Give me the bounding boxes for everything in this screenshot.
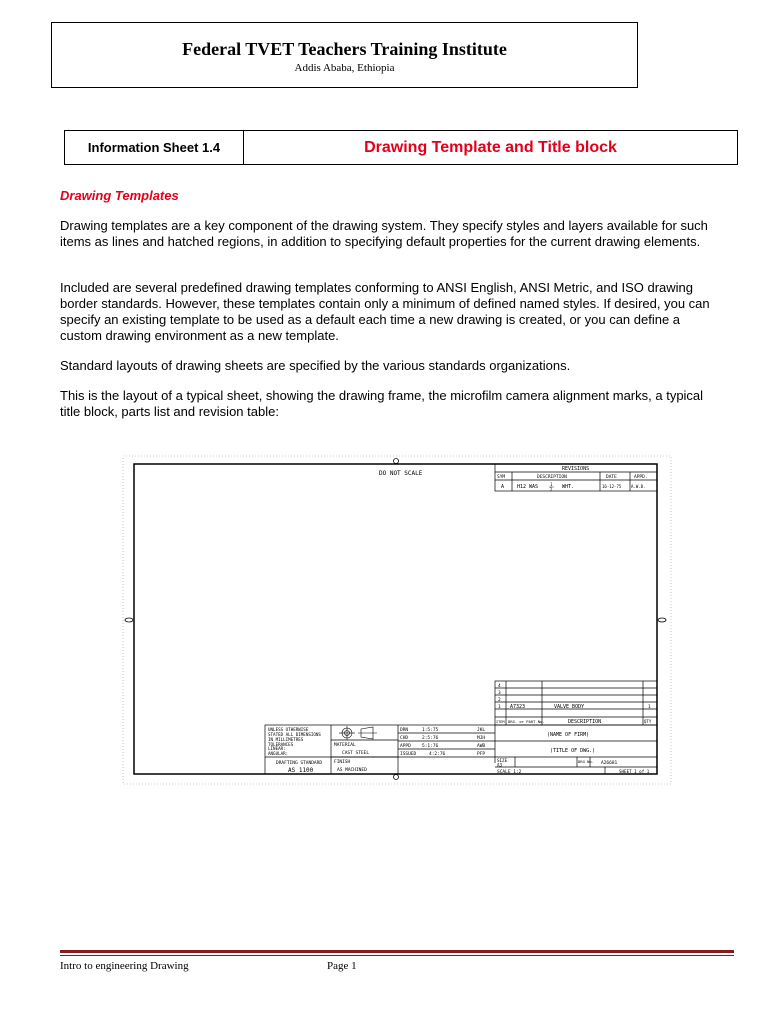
tb-signoff-appd: APPD — [400, 744, 411, 749]
info-sheet-label: Information Sheet 1.4 — [65, 131, 244, 164]
tb-scale: SCALE 1:2 — [497, 770, 522, 775]
drawing-sheet-illustration — [122, 455, 672, 785]
tb-drg-label: DRG No. — [578, 759, 595, 764]
rev-row-desc-b: WHT. — [562, 484, 575, 490]
tb-note-2: STATED ALL DIMENSIONS — [268, 732, 321, 737]
parts-header-description: DESCRIPTION — [568, 719, 602, 725]
tb-signoff-chd-date: 2:5:76 — [422, 736, 439, 741]
tb-note-6: ANGULAR: — [268, 751, 289, 756]
institute-title: Federal TVET Teachers Training Institute — [182, 39, 507, 59]
rev-row-appd: A.W.B. — [631, 484, 646, 489]
tb-signoff-issued: ISSUED — [400, 752, 417, 757]
tb-signoff-chd: CHD — [400, 736, 409, 741]
tb-drg-value: A26681 — [601, 761, 618, 766]
parts-row-1: 1 — [498, 705, 501, 710]
paragraph-1: Drawing templates are a key component of the drawing system. They specify styles and layers available for such items as lines and hatched regions, in addition to specifying default properties for the current drawing elements. — [60, 218, 708, 249]
tb-material-label: MATERIAL — [334, 743, 356, 748]
tb-signoff-issued-date: 4:2:76 — [429, 752, 446, 757]
projection-symbol-icon — [339, 726, 377, 740]
alignment-mark-bottom — [394, 775, 399, 780]
paragraph-2: Included are several predefined drawing templates conforming to ANSI English, ANSI Metric, and ISO drawing border standards. However, these templates contain only a minimum of defined named styles. If desired, you can specify an existing template to be used as a default each time a new drawing is created, or you can define a custom drawing environment as a new template. — [60, 280, 710, 343]
tb-standard-label: DRAFTING STANDARD — [276, 761, 323, 766]
tb-signoff-appd-date: 5:1:76 — [422, 744, 439, 749]
tb-sheet: SHEET 1 of 1 — [619, 769, 650, 774]
rev-header-sym: SYM — [497, 475, 506, 480]
section-heading: Drawing Templates — [60, 188, 179, 203]
header-box — [51, 22, 638, 88]
footer-page-number: Page 1 — [327, 960, 357, 972]
tb-signoff-drn-init: JKL — [477, 728, 486, 733]
tb-material-value: CAST STEEL — [342, 751, 370, 756]
alignment-mark-top — [394, 459, 399, 464]
rev-header-description: DESCRIPTION — [537, 475, 567, 480]
do-not-scale-label: DO NOT SCALE — [379, 470, 423, 477]
parts-row-4: 4 — [498, 684, 501, 689]
tb-standard-value: AS 1100 — [288, 767, 314, 774]
rev-row-desc-a: H12 WAS — [517, 484, 539, 490]
tb-note-4: TOLERANCES — [268, 742, 294, 747]
rev-header-appd: APPD. — [634, 475, 648, 480]
footer-course: Intro to engineering Drawing — [60, 960, 189, 972]
rev-row-date: 16-12-75 — [602, 484, 622, 489]
paragraph-3: Standard layouts of drawing sheets are specified by the various standards organizations. — [60, 358, 571, 373]
tb-firm-name: (NAME OF FIRM) — [547, 732, 590, 738]
alignment-mark-right — [658, 618, 666, 622]
parts-row-2: 2 — [498, 698, 501, 703]
tb-finish-label: FINISH — [334, 760, 351, 765]
rev-row-fraction: 1 — [550, 482, 553, 487]
tb-size-label: SIZE — [497, 758, 508, 763]
tb-note-5: LINEAR: — [268, 746, 286, 751]
title-block — [265, 725, 657, 774]
tb-drawing-title: (TITLE OF DWG.) — [550, 748, 596, 754]
parts-header-qty: QTY — [644, 719, 652, 724]
tb-finish-value: AS MACHINED — [337, 768, 367, 773]
tb-signoff-issued-init: PFP — [477, 752, 486, 757]
parts-item-description: VALVE BODY — [554, 704, 585, 710]
info-sheet-box — [64, 130, 738, 165]
parts-header-item: ITEM — [496, 720, 505, 724]
rev-row-sym: A — [501, 484, 505, 490]
tb-signoff-appd-init: AWB — [477, 744, 486, 749]
tb-size-value: A3 — [497, 762, 503, 768]
parts-row-3: 3 — [498, 691, 501, 696]
paragraph-4: This is the layout of a typical sheet, showing the drawing frame, the microfilm camera alignment marks, a typical title block, parts list and revision table: — [60, 388, 704, 419]
tb-note-3: IN MILLIMETRES — [268, 737, 304, 742]
tb-signoff-chd-init: MJH — [477, 736, 486, 741]
tb-note-1: UNLESS OTHERWISE — [268, 727, 309, 732]
parts-item-drg: A7323 — [510, 704, 526, 710]
tb-signoff-drn-date: 1:5:75 — [422, 728, 439, 733]
institute-location: Addis Ababa, Ethiopia — [294, 62, 395, 74]
info-sheet-title: Drawing Template and Title block — [364, 138, 617, 156]
rev-header-date: DATE — [606, 475, 617, 480]
parts-item-qty: 1 — [648, 705, 651, 710]
footer-rule-thin — [60, 955, 734, 956]
footer-rule-thick — [60, 950, 734, 953]
revisions-title: REVISIONS — [562, 466, 590, 472]
rev-row-fraction-den: 2 — [550, 487, 553, 492]
tb-signoff-drn: DRN — [400, 728, 409, 733]
alignment-mark-left — [125, 618, 133, 622]
parts-header-drg: DRG. or PART No. — [508, 719, 545, 724]
